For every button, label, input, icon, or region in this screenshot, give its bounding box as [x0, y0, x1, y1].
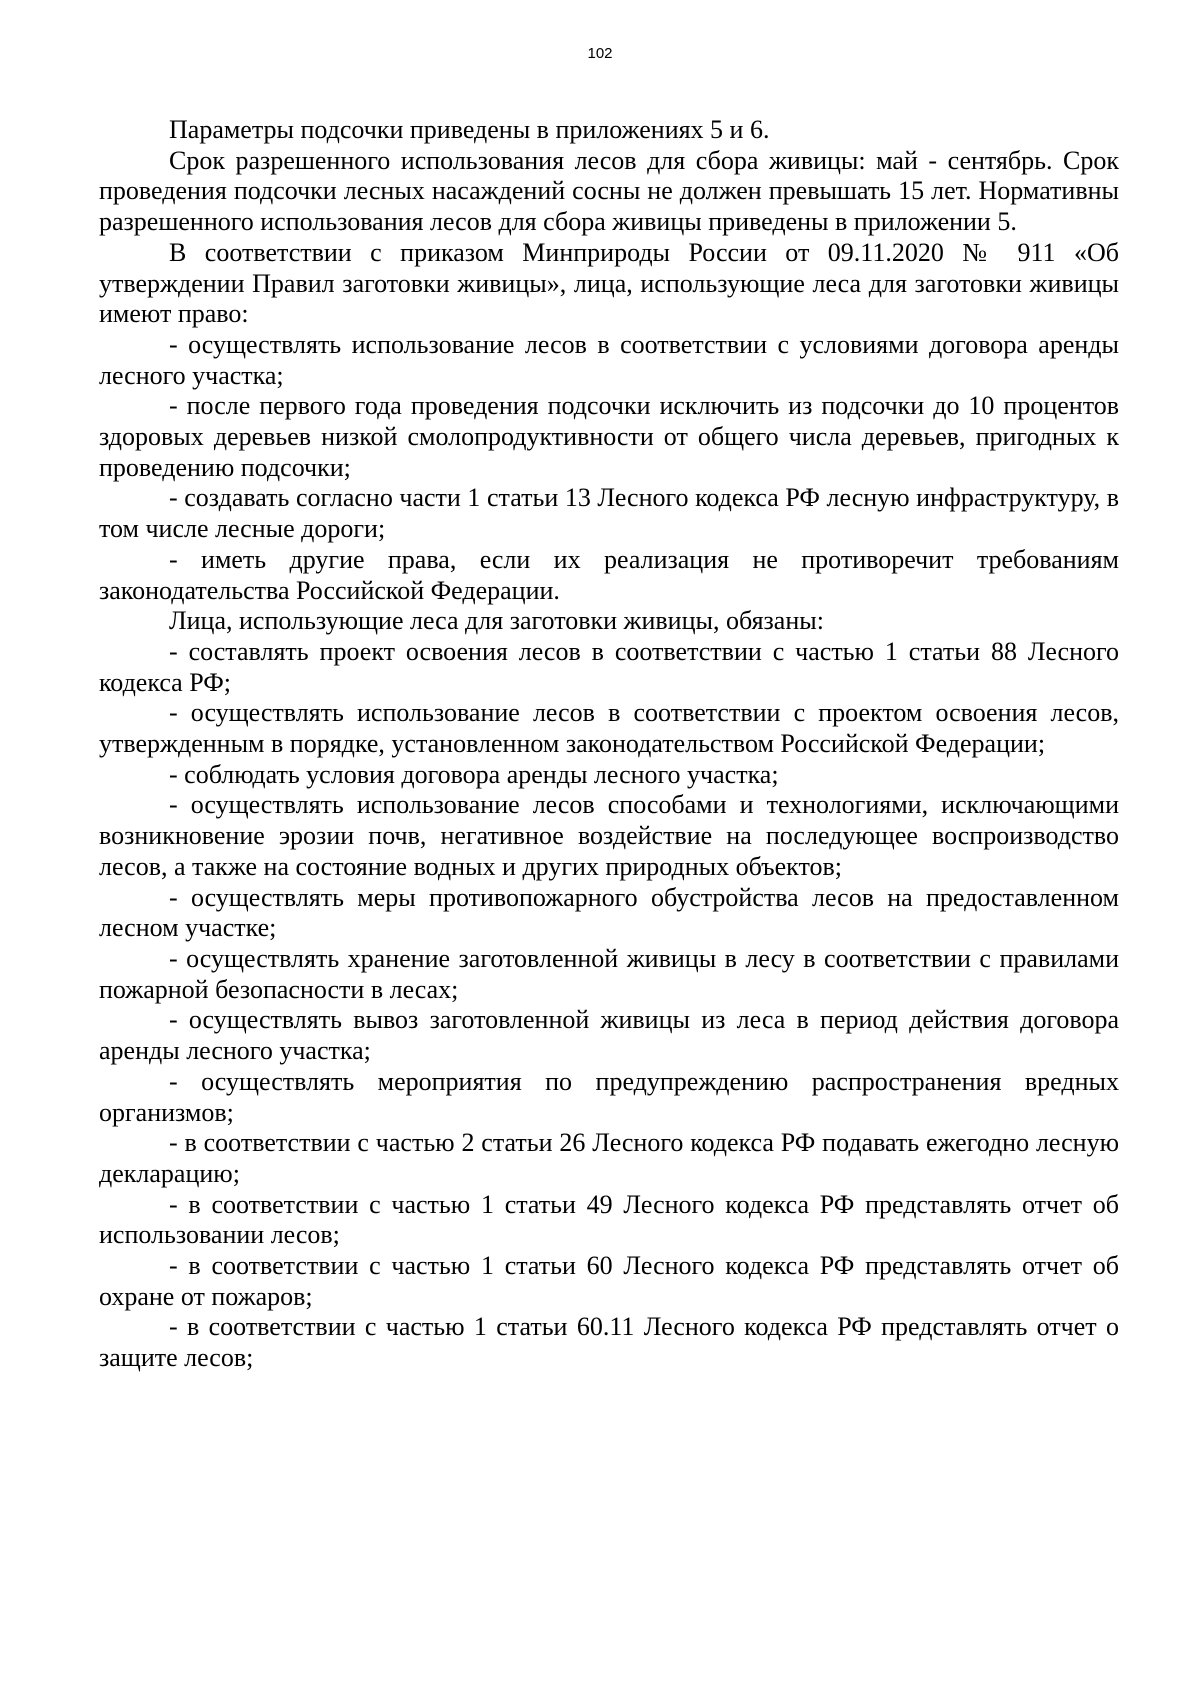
list-item: - соблюдать условия договора аренды лесного участка; — [169, 759, 779, 789]
list-item: - после первого года проведения подсочки исключить из подсочки до 10 процентов здоровых деревьев низкой смолопродуктивности от общего числа деревьев, пригодных к проведению подсочки; — [99, 391, 1119, 482]
paragraph: Срок разрешенного использования лесов для сбора живицы: май - сентябрь. Срок проведения подсочки лесных насаждений сосны не должен превышать 15 лет. Нормативны разрешенного использования лесов для сбора живицы приведены в приложении 5. — [99, 145, 1119, 237]
list-item: - осуществлять хранение заготовленной живицы в лесу в соответствии с правилами пожарной безопасности в лесах; — [99, 943, 1119, 1004]
list-item: - осуществлять использование лесов в соответствии с условиями договора аренды лесного участка; — [99, 329, 1119, 390]
paragraph: Лица, использующие леса для заготовки живицы, обязаны: — [169, 606, 824, 636]
paragraph: В соответствии с приказом Минприроды России от 09.11.2020 № 911 «Об утверждении Правил заготовки живицы», лица, использующие леса для заготовки живицы имеют право: — [99, 237, 1119, 329]
list-item: - осуществлять вывоз заготовленной живицы из леса в период действия договора аренды лесного участка; — [99, 1005, 1119, 1066]
list-item: - осуществлять использование лесов в соответствии с проектом освоения лесов, утвержденным в порядке, установленном законодательством Российской Федерации; — [99, 698, 1119, 759]
list-item: - в соответствии с частью 2 статьи 26 Лесного кодекса РФ подавать ежегодно лесную декларацию; — [99, 1128, 1119, 1188]
list-item: - осуществлять меры противопожарного обустройства лесов на предоставленном лесном участке; — [99, 882, 1119, 943]
list-item: - в соответствии с частью 1 статьи 60.11 Лесного кодекса РФ представлять отчет о защите лесов; — [99, 1312, 1119, 1373]
list-item: - в соответствии с частью 1 статьи 49 Лесного кодекса РФ представлять отчет об использовании лесов; — [99, 1189, 1119, 1250]
list-item: - осуществлять использование лесов способами и технологиями, исключающими возникновение эрозии почв, негативное воздействие на последующее воспроизводство лесов, а также на состояние водных и других природных объектов; — [99, 790, 1119, 881]
list-item: - создавать согласно части 1 статьи 13 Лесного кодекса РФ лесную инфраструктуру, в том числе лесные дороги; — [99, 483, 1119, 544]
paragraph: Параметры подсочки приведены в приложениях 5 и 6. — [169, 115, 770, 144]
list-item: - составлять проект освоения лесов в соответствии с частью 1 статьи 88 Лесного кодекса РФ; — [99, 636, 1119, 697]
list-item: - осуществлять мероприятия по предупреждению распространения вредных организмов; — [99, 1066, 1119, 1127]
page-number: 102 — [587, 45, 613, 62]
document-body — [99, 115, 1119, 1374]
list-item: - в соответствии с частью 1 статьи 60 Лесного кодекса РФ представлять отчет об охране от пожаров; — [99, 1251, 1119, 1311]
list-item: - иметь другие права, если их реализация не противоречит требованиям законодательства Российской Федерации. — [99, 544, 1119, 605]
